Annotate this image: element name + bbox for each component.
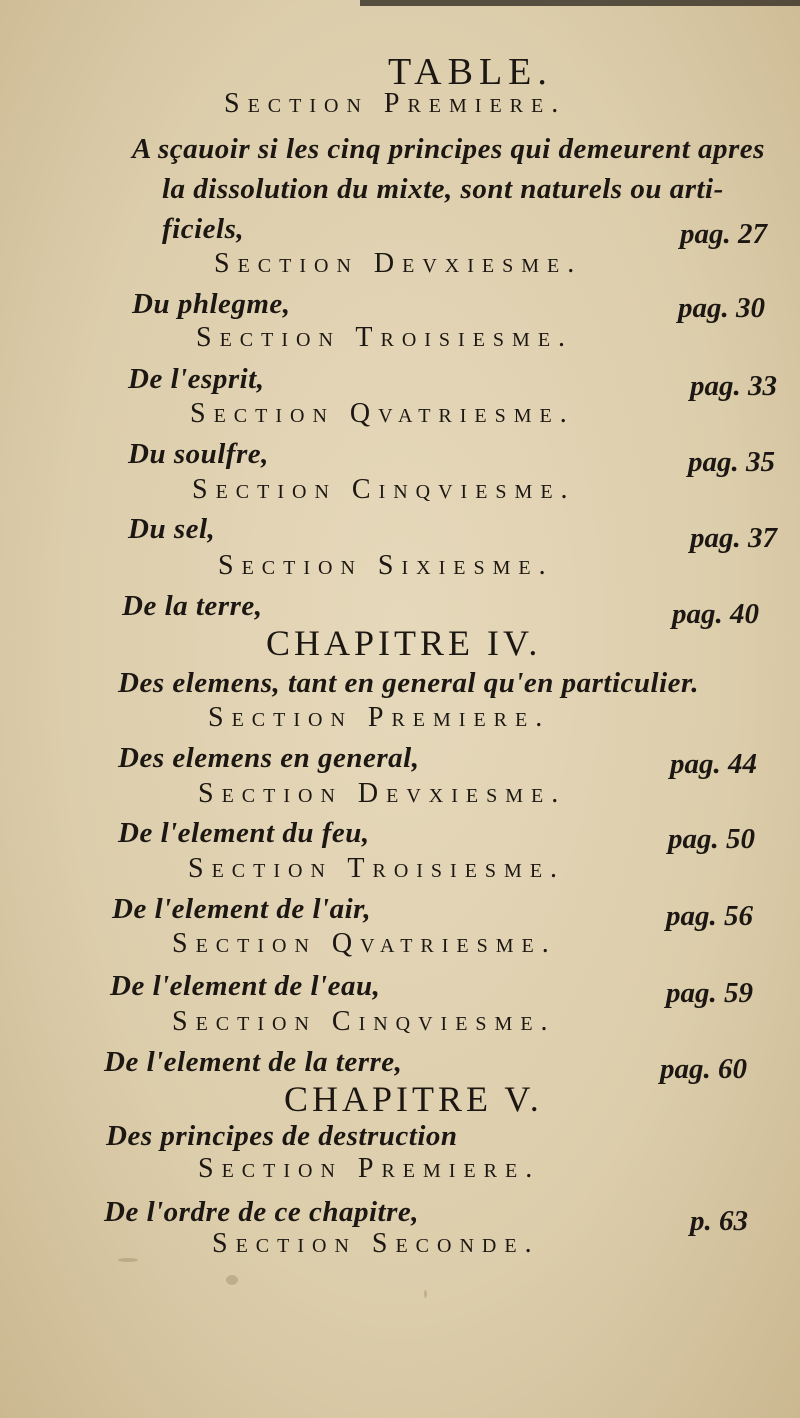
section-heading: Section Seconde. (212, 1228, 540, 1259)
page-reference: pag. 37 (690, 522, 777, 554)
paper-stain (424, 1290, 427, 1298)
toc-entry: De l'element de l'air, (112, 893, 372, 925)
toc-entry: la dissolution du mixte, sont naturels ou arti- (162, 173, 724, 205)
section-heading: Section Qvatriesme. (172, 928, 557, 959)
toc-entry: De l'element du feu, (118, 817, 370, 849)
toc-entry: De l'element de l'eau, (110, 970, 381, 1002)
chapter-heading: CHAPITRE V. (284, 1079, 543, 1119)
page-reference: pag. 59 (666, 977, 753, 1009)
chapter-heading: CHAPITRE IV. (266, 623, 542, 663)
toc-entry: A sçauoir si les cinq principes qui demeurent apres (132, 133, 765, 165)
page-reference: pag. 40 (672, 598, 759, 630)
page-reference: pag. 50 (668, 823, 755, 855)
section-heading: Section Qvatriesme. (190, 398, 575, 429)
toc-entry: Du soulfre, (128, 438, 269, 470)
section-heading: Section Devxiesme. (214, 248, 583, 279)
paper-stain (118, 1258, 138, 1262)
page-reference: pag. 35 (688, 446, 775, 478)
section-heading: Section Premiere. (208, 702, 551, 733)
toc-entry: De l'element de la terre, (104, 1046, 403, 1078)
page-reference: pag. 60 (660, 1053, 747, 1085)
toc-entry: Du sel, (128, 513, 216, 545)
section-heading: Section Troisiesme. (188, 853, 566, 884)
page-top-edge (360, 0, 800, 6)
page-header: TABLE. (388, 51, 553, 93)
page-reference: p. 63 (690, 1205, 748, 1237)
section-heading: Section Troisiesme. (196, 322, 574, 353)
section-heading: Section Premiere. (198, 1153, 541, 1184)
paper-stain (226, 1275, 238, 1285)
toc-entry: ficiels, (162, 213, 245, 245)
page-reference: pag. 33 (690, 370, 777, 402)
page-reference: pag. 30 (678, 292, 765, 324)
section-heading: Section Cinqviesme. (192, 474, 576, 505)
chapter-subtitle: Des principes de destruction (106, 1120, 458, 1152)
chapter-subtitle: Des elemens, tant en general qu'en particulier. (118, 667, 699, 699)
page-reference: pag. 44 (670, 748, 757, 780)
section-heading: Section Devxiesme. (198, 778, 567, 809)
section-heading: Section Cinqviesme. (172, 1006, 556, 1037)
toc-entry: De la terre, (122, 590, 263, 622)
page-reference: pag. 56 (666, 900, 753, 932)
page-reference: pag. 27 (680, 218, 767, 250)
toc-entry: De l'ordre de ce chapitre, (104, 1196, 420, 1228)
section-heading: Section Premiere. (224, 88, 567, 119)
toc-entry: Des elemens en general, (118, 742, 420, 774)
toc-entry: Du phlegme, (132, 288, 291, 320)
section-heading: Section Sixiesme. (218, 550, 554, 581)
toc-entry: De l'esprit, (128, 363, 265, 395)
